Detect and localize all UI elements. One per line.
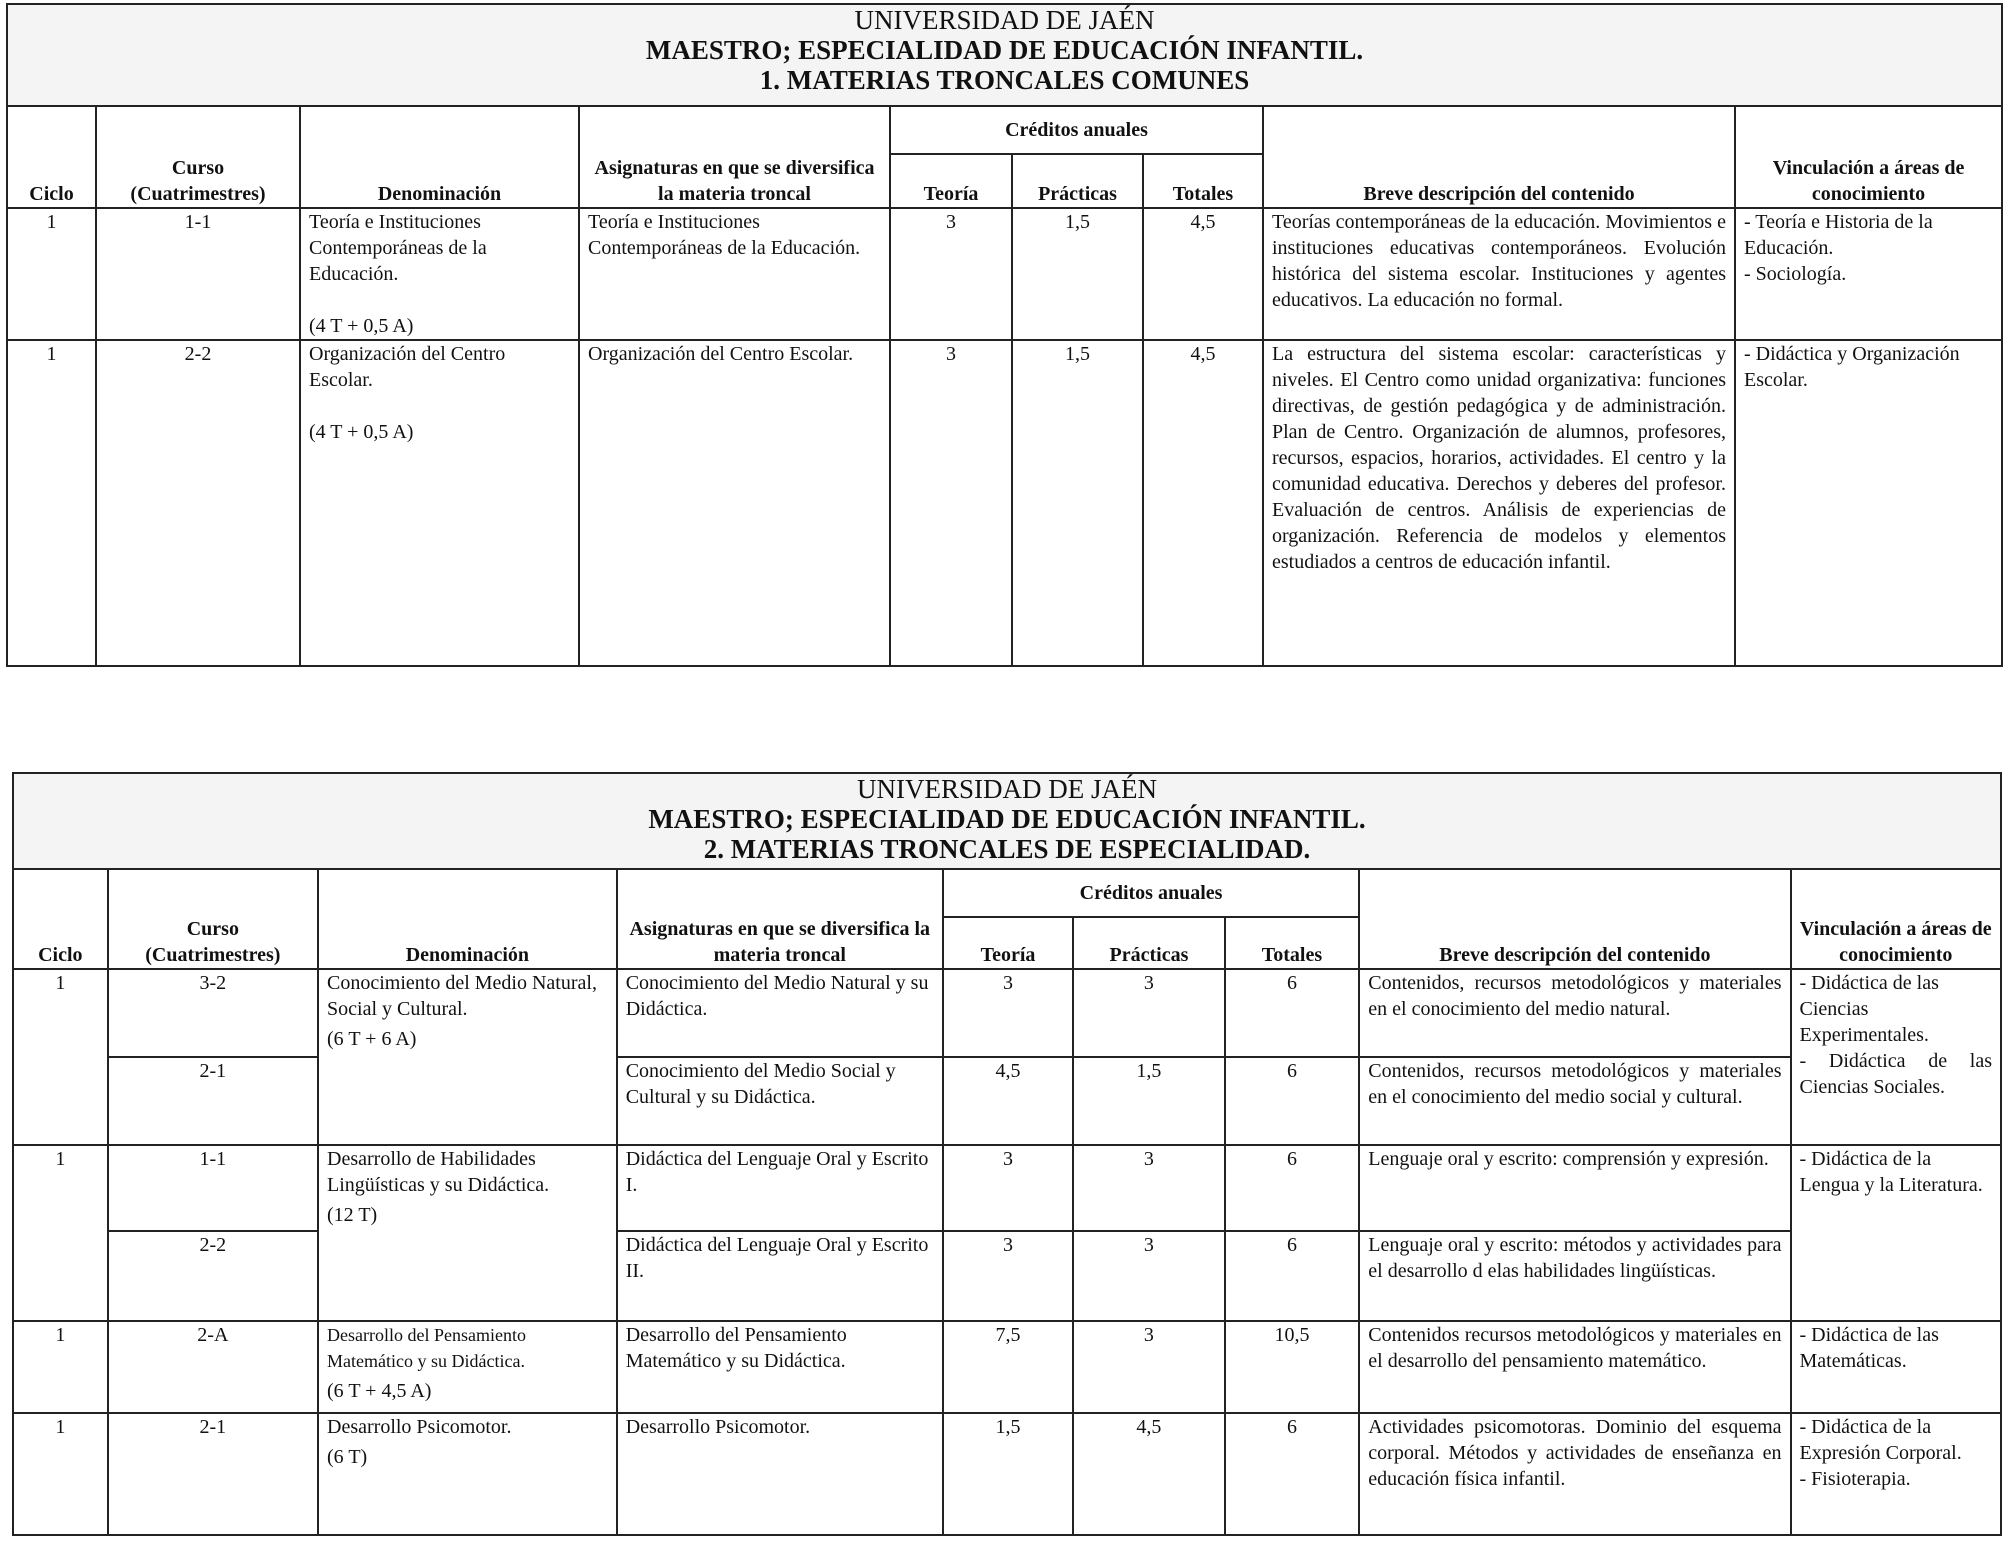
cell-teoria: 3	[943, 1145, 1073, 1231]
header-asignaturas: Asignaturas en que se diversifica la materia troncal	[579, 106, 890, 208]
cell-practicas: 3	[1073, 1321, 1224, 1413]
cell-teoria: 3	[890, 208, 1012, 340]
cell-descripcion: Teorías contemporáneas de la educación. Movimientos e instituciones educativas contemporáneos. Evolución histórica del sistema escolar. Instituciones y agentes educativos. La educación no formal.	[1263, 208, 1735, 340]
cell-denominacion: Desarrollo del Pensamiento Matemático y su Didáctica. (6 T + 4,5 A)	[318, 1321, 617, 1413]
cell-asignatura: Conocimiento del Medio Social y Cultural y su Didáctica.	[617, 1057, 943, 1145]
cell-practicas: 1,5	[1073, 1057, 1224, 1145]
cell-curso: 2-1	[108, 1413, 318, 1535]
cell-denominacion: Organización del Centro Escolar. (4 T + 0,5 A)	[300, 340, 579, 666]
cell-vinculacion: - Didáctica de las Ciencias Experimentales. - Didáctica de las Ciencias Sociales.	[1791, 969, 2001, 1145]
cell-curso: 2-2	[108, 1231, 318, 1321]
cell-asignatura: Didáctica del Lenguaje Oral y Escrito II.	[617, 1231, 943, 1321]
cell-denominacion: Teoría e Instituciones Contemporáneas de la Educación. (4 T + 0,5 A)	[300, 208, 579, 340]
cell-ciclo: 1	[13, 1413, 108, 1535]
cell-totales: 4,5	[1143, 208, 1263, 340]
cell-practicas: 3	[1073, 1145, 1224, 1231]
cell-teoria: 3	[890, 340, 1012, 666]
cell-teoria: 1,5	[943, 1413, 1073, 1535]
university-name: UNIVERSIDAD DE JAÉN	[857, 774, 1157, 804]
cell-asignatura: Teoría e Instituciones Contemporáneas de la Educación.	[579, 208, 890, 340]
cell-descripcion: Contenidos, recursos metodológicos y materiales en el conocimiento del medio natural.	[1359, 969, 1790, 1057]
cell-totales: 6	[1225, 1145, 1360, 1231]
cell-practicas: 3	[1073, 969, 1224, 1057]
header-practicas: Prácticas	[1073, 917, 1224, 969]
cell-denominacion: Conocimiento del Medio Natural, Social y Cultural. (6 T + 6 A)	[318, 969, 617, 1145]
cell-curso: 2-1	[108, 1057, 318, 1145]
header-ciclo: Ciclo	[13, 869, 108, 969]
cell-asignatura: Desarrollo del Pensamiento Matemático y su Didáctica.	[617, 1321, 943, 1413]
table-title	[13, 773, 2001, 869]
header-curso: Curso (Cuatrimestres)	[96, 106, 300, 208]
cell-curso: 1-1	[108, 1145, 318, 1231]
cell-curso: 2-2	[96, 340, 300, 666]
degree-title: MAESTRO; ESPECIALIDAD DE EDUCACIÓN INFANTIL.	[648, 804, 1366, 834]
university-name: UNIVERSIDAD DE JAÉN	[854, 5, 1155, 35]
cell-asignatura: Didáctica del Lenguaje Oral y Escrito I.	[617, 1145, 943, 1231]
header-creditos: Créditos anuales	[943, 869, 1360, 917]
header-asignaturas: Asignaturas en que se diversifica la materia troncal	[617, 869, 943, 969]
cell-vinculacion: - Didáctica de la Expresión Corporal. - Fisioterapia.	[1791, 1413, 2001, 1535]
header-descripcion: Breve descripción del contenido	[1359, 869, 1790, 969]
header-vinculacion: Vinculación a áreas de conocimiento	[1791, 869, 2001, 969]
cell-ciclo: 1	[13, 969, 108, 1145]
header-creditos: Créditos anuales	[890, 106, 1263, 154]
cell-curso: 3-2	[108, 969, 318, 1057]
cell-ciclo: 1	[7, 208, 96, 340]
cell-descripcion: Contenidos recursos metodológicos y materiales en el desarrollo del pensamiento matemático.	[1359, 1321, 1790, 1413]
cell-asignatura: Organización del Centro Escolar.	[579, 340, 890, 666]
cell-descripcion: Lenguaje oral y escrito: comprensión y expresión.	[1359, 1145, 1790, 1231]
table-materias-troncales-especialidad	[12, 772, 2002, 1536]
cell-teoria: 3	[943, 1231, 1073, 1321]
header-ciclo: Ciclo	[7, 106, 96, 208]
table-title	[7, 4, 2002, 106]
cell-ciclo: 1	[13, 1321, 108, 1413]
cell-totales: 4,5	[1143, 340, 1263, 666]
table-row	[13, 1145, 2001, 1231]
header-curso: Curso (Cuatrimestres)	[108, 869, 318, 969]
cell-asignatura: Desarrollo Psicomotor.	[617, 1413, 943, 1535]
header-vinculacion: Vinculación a áreas de conocimiento	[1735, 106, 2002, 208]
cell-practicas: 3	[1073, 1231, 1224, 1321]
section-title: 1. MATERIAS TRONCALES COMUNES	[759, 65, 1250, 95]
cell-practicas: 1,5	[1012, 208, 1143, 340]
section-title: 2. MATERIAS TRONCALES DE ESPECIALIDAD.	[703, 834, 1311, 864]
header-teoria: Teoría	[943, 917, 1073, 969]
cell-descripcion: Actividades psicomotoras. Dominio del esquema corporal. Métodos y actividades de enseñanza en educación física infantil.	[1359, 1413, 1790, 1535]
cell-vinculacion: - Didáctica de la Lengua y la Literatura.	[1791, 1145, 2001, 1321]
table-row	[7, 340, 2002, 666]
cell-descripcion: Lenguaje oral y escrito: métodos y actividades para el desarrollo d elas habilidades lingüísticas.	[1359, 1231, 1790, 1321]
table-row	[13, 969, 2001, 1057]
cell-totales: 6	[1225, 1057, 1360, 1145]
cell-asignatura: Conocimiento del Medio Natural y su Didáctica.	[617, 969, 943, 1057]
cell-curso: 1-1	[96, 208, 300, 340]
cell-denominacion: Desarrollo Psicomotor. (6 T)	[318, 1413, 617, 1535]
cell-vinculacion: - Teoría e Historia de la Educación. - Sociología.	[1735, 208, 2002, 340]
cell-totales: 10,5	[1225, 1321, 1360, 1413]
cell-vinculacion: - Didáctica de las Matemáticas.	[1791, 1321, 2001, 1413]
cell-vinculacion: - Didáctica y Organización Escolar.	[1735, 340, 2002, 666]
header-teoria: Teoría	[890, 154, 1012, 208]
table-row	[13, 1321, 2001, 1413]
degree-title: MAESTRO; ESPECIALIDAD DE EDUCACIÓN INFANTIL.	[645, 35, 1364, 65]
header-denominacion: Denominación	[318, 869, 617, 969]
cell-totales: 6	[1225, 1413, 1360, 1535]
header-descripcion: Breve descripción del contenido	[1263, 106, 1735, 208]
cell-totales: 6	[1225, 969, 1360, 1057]
cell-teoria: 4,5	[943, 1057, 1073, 1145]
cell-teoria: 7,5	[943, 1321, 1073, 1413]
table-row	[13, 1231, 2001, 1321]
cell-teoria: 3	[943, 969, 1073, 1057]
header-denominacion: Denominación	[300, 106, 579, 208]
header-totales: Totales	[1225, 917, 1360, 969]
cell-totales: 6	[1225, 1231, 1360, 1321]
cell-ciclo: 1	[7, 340, 96, 666]
cell-curso: 2-A	[108, 1321, 318, 1413]
table-materias-troncales-comunes	[6, 3, 2003, 667]
cell-descripcion: Contenidos, recursos metodológicos y materiales en el conocimiento del medio social y cultural.	[1359, 1057, 1790, 1145]
table-row	[13, 1413, 2001, 1535]
header-practicas: Prácticas	[1012, 154, 1143, 208]
cell-descripcion: La estructura del sistema escolar: características y niveles. El Centro como unidad organizativa: funciones directivas, de gestión pedagógica y de administración. Plan de Centro. Organización de alumnos, profesores, recursos, espacios, horarios, actividades. El centro y la comunidad educativa. Derechos y deberes del profesor. Evaluación de centros. Análisis de experiencias de organización. Referencia de modelos y elementos estudiados a centros de educación infantil.	[1263, 340, 1735, 666]
cell-ciclo: 1	[13, 1145, 108, 1321]
cell-practicas: 4,5	[1073, 1413, 1224, 1535]
table-row	[7, 208, 2002, 340]
cell-denominacion: Desarrollo de Habilidades Lingüísticas y su Didáctica. (12 T)	[318, 1145, 617, 1321]
cell-practicas: 1,5	[1012, 340, 1143, 666]
table-row	[13, 1057, 2001, 1145]
header-totales: Totales	[1143, 154, 1263, 208]
